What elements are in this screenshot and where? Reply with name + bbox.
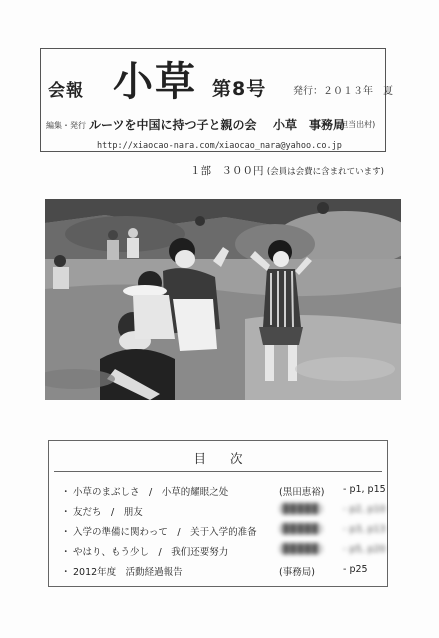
newsletter-label: 会報 (48, 81, 84, 101)
table-of-contents (48, 440, 388, 587)
toc-item-page-redacted: - p5, p20 (343, 544, 386, 555)
price-line (190, 163, 384, 178)
toc-item-author: (黒田恵裕) (279, 487, 325, 498)
cover-photo-image (45, 199, 401, 400)
toc-item-title: 2012年度 活動経過報告 (73, 567, 183, 578)
toc-item-title: 小草のまぶしさ / 小草的耀眼之处 (73, 487, 229, 498)
toc-item-author: (事務局) (279, 567, 315, 578)
toc-item (61, 504, 385, 522)
toc-item-author-redacted: (▉▉▉▉▉) (279, 524, 323, 535)
association-name: ルーツを中国に持つ子と親の会 (89, 118, 257, 132)
toc-item (61, 544, 385, 562)
website-url: http://xiaocao-nara.com/ (97, 141, 220, 151)
toc-divider (54, 471, 382, 472)
toc-item (61, 484, 385, 502)
toc-item-author-redacted: (▉▉▉▉▉) (279, 544, 323, 555)
toc-item-page-redacted: - p2, p10 (343, 504, 386, 515)
editor-label: 編集・発行 (46, 121, 86, 130)
toc-item-title: 友だち / 朋友 (73, 507, 143, 518)
toc-heading: 目次 (193, 451, 267, 466)
price-main: １部 ３００円 (190, 165, 264, 177)
toc-bullet: ・ (61, 487, 71, 498)
office-name: 小草 事務局 (273, 118, 346, 132)
toc-item-page-redacted: - p3, p13 (343, 524, 386, 535)
issue-number: 第8号 (212, 78, 267, 100)
toc-bullet: ・ (61, 507, 71, 518)
office-contact-note: (担当出村) (337, 120, 376, 129)
cover-photo (45, 199, 401, 400)
toc-item (61, 524, 385, 542)
toc-item (61, 564, 385, 582)
toc-item-page: - p1, p15 (343, 484, 386, 495)
price-note: (会員は会費に含まれています) (266, 167, 384, 177)
publish-date: 発行：２０１３年 夏 (293, 86, 393, 97)
toc-bullet: ・ (61, 567, 71, 578)
toc-item-page: - p25 (343, 564, 368, 575)
toc-item-title: 入学の準備に関わって / 关于入学的准备 (73, 527, 257, 538)
masthead-box (40, 48, 393, 152)
toc-item-author-redacted: (▉▉▉▉▉) (279, 504, 323, 515)
toc-bullet: ・ (61, 547, 71, 558)
toc-bullet: ・ (61, 527, 71, 538)
toc-item-title: やはり、もう少し / 我们还要努力 (73, 547, 229, 558)
email-address: xiaocao_nara@yahoo.co.jp (219, 141, 342, 151)
newsletter-title: 小草 (113, 58, 197, 105)
